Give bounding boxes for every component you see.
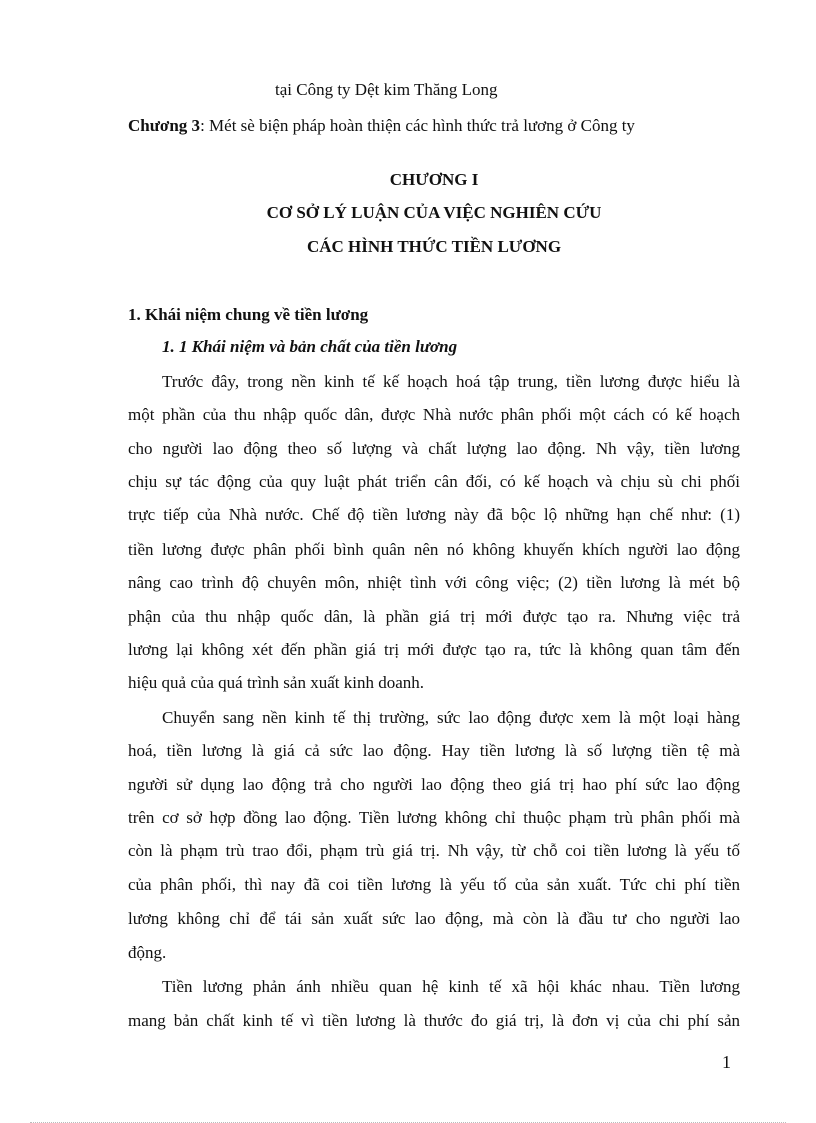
- paragraph-line: động.: [128, 943, 167, 962]
- paragraph-line: lương không chỉ để tái sản xuất sức lao động, mà còn là đầu tư cho người lao: [128, 909, 740, 928]
- paragraph-line: Chuyển sang nền kinh tế thị trường, sức lao động được xem là một loại hàng: [162, 708, 740, 727]
- chapter-title-line-1: CƠ SỞ LÝ LUẬN CỦA VIỆC NGHIÊN CỨU: [266, 203, 602, 222]
- paragraph-line: người sử dụng lao động trả cho người lao động theo giá trị hao phí sức lao động: [128, 775, 740, 794]
- paragraph-line: nâng cao trình độ chuyên môn, nhiệt tình với công việc; (2) tiền lương là mét bộ: [128, 573, 740, 592]
- header-line-1: tại Công ty Dệt kim Thăng Long: [275, 80, 498, 99]
- chapter3-text: : Mét sè biện pháp hoàn thiện các hình thức trả lương ở Công ty: [200, 116, 635, 135]
- chapter-number: CHƯƠNG I: [389, 170, 479, 189]
- paragraph-line: lương lại không xét đến phần giá trị mới được tạo ra, tức là không quan tâm đến: [128, 640, 740, 659]
- paragraph-line: chịu sự tác động của quy luật phát triển cân đối, có kế hoạch và chịu sù chi phối: [128, 472, 740, 491]
- paragraph-line: trên cơ sở hợp đồng lao động. Tiền lương không chỉ thuộc phạm trù phân phối mà: [128, 808, 740, 827]
- header-chapter3-line: [128, 114, 635, 138]
- paragraph-line: phận của thu nhập quốc dân, là phần giá trị mới được tạo ra. Nhưng việc trả: [128, 607, 740, 626]
- paragraph-line: Tiền lương phản ánh nhiều quan hệ kinh tế xã hội khác nhau. Tiền lương: [162, 977, 740, 996]
- paragraph-line: Trước đây, trong nền kinh tế kế hoạch hoá tập trung, tiền lương được hiểu là: [162, 372, 740, 391]
- section-subheading: 1. 1 Khái niệm và bản chất của tiền lương: [162, 337, 458, 356]
- paragraph-line: hoá, tiền lương là giá cả sức lao động. Hay tiền lương là số lượng tiền tệ mà: [128, 741, 740, 760]
- page-number: 1: [722, 1052, 731, 1072]
- paragraph-line: tiền lương được phân phối bình quân nên nó không khuyến khích người lao động: [128, 540, 740, 559]
- section-heading: 1. Khái niệm chung về tiền lương: [128, 305, 369, 324]
- paragraph-line: còn là phạm trù trao đổi, phạm trù giá trị. Nh vậy, từ chỗ coi tiền lương là yếu tố: [128, 841, 740, 860]
- paragraph-line: cho người lao động theo số lượng và chất lượng lao động. Nh vậy, tiền lương: [128, 439, 740, 458]
- paragraph-line: của phân phối, thì nay đã coi tiền lương là yếu tố của sản xuất. Tức chi phí tiền: [128, 875, 740, 894]
- paragraph-line: hiệu quả của quá trình sản xuất kinh doanh.: [128, 673, 425, 692]
- paragraph-line: mang bản chất kinh tế vì tiền lương là thước đo giá trị, là đơn vị của chi phí sản: [128, 1011, 740, 1030]
- chapter-title-line-2: CÁC HÌNH THỨC TIỀN LƯƠNG: [306, 237, 562, 256]
- paragraph-line: một phần của thu nhập quốc dân, được Nhà nước phân phối một cách có kế hoạch: [128, 405, 740, 424]
- chapter3-label: Chương 3: [128, 116, 201, 135]
- paragraph-line: trực tiếp của Nhà nước. Chế độ tiền lương này đã bộc lộ những hạn chế như: (1): [128, 505, 740, 524]
